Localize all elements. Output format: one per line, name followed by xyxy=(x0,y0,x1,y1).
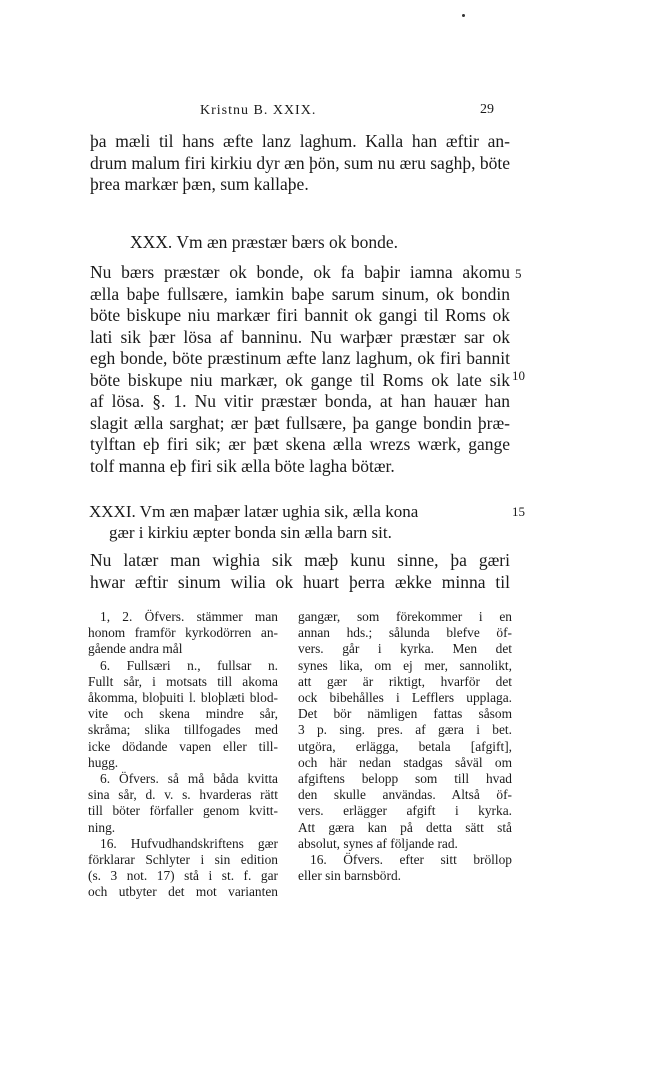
note-line: annan hds.; sålunda blefve öf- xyxy=(298,625,512,641)
text-line: Nu bærs præstær ok bonde, ok fa baþir iamna akomu xyxy=(90,262,510,282)
section-31-body xyxy=(90,550,510,593)
text-line: hwar æftir sinum wilia ok huart þerra ække minna til xyxy=(90,571,510,592)
text-line: þa mæli til hans æfte lanz laghum. Kalla han æftir an- xyxy=(90,131,510,151)
note-line: Det bör nämligen fattas såsom xyxy=(298,706,512,722)
note-line: 3 p. sing. pres. af gæra i bet. xyxy=(298,722,512,738)
text-line: böte biskupe niu markær firi bannit ok gangi til Roms ok xyxy=(90,305,510,325)
note-line: (s. 3 not. 17) stå i st. f. gar xyxy=(88,868,278,884)
note-line: vers. går i kyrka. Men det xyxy=(298,641,512,657)
note-line: hugg. xyxy=(88,754,119,770)
note-line: ning. xyxy=(88,819,116,835)
opening-paragraph xyxy=(90,131,510,196)
note-line: 16. Hufvudhandskriftens gær xyxy=(100,835,278,851)
text-line: þrea markær þæn, sum kallaþe. xyxy=(90,174,309,194)
note-line: sina sår, d. v. s. hvarderas rätt xyxy=(88,787,278,803)
text-line: egh bonde, böte præstinum æfte lanz laghum, ok firi bannit xyxy=(90,348,510,368)
note-line: absolut, synes af följande rad. xyxy=(298,835,458,851)
running-head: Kristnu B. XXIX. xyxy=(200,103,317,118)
note-line: utgöra, erlägga, betala [afgift], xyxy=(298,738,512,754)
note-line: till böter förfaller genom kvitt- xyxy=(88,803,278,819)
note-line: ock bibehålles i Lefflers upplaga. xyxy=(298,690,512,706)
note-line: vers. erlägger afgift i kyrka. xyxy=(298,803,512,819)
section-31-heading xyxy=(89,501,489,543)
text-line: tolf manna eþ firi sik ælla böte lagha bötær. xyxy=(90,455,395,476)
text-line: tylftan eþ firi sik; ær þæt skena ælla wrezs wærk, gange xyxy=(90,434,510,454)
text-line: slagit ælla sarghat; ær þæt fullsære, þa gange bondin þræ- xyxy=(90,412,510,433)
note-line: vite och skena mindre sår, xyxy=(88,706,278,722)
note-line: den skulle användas. Altså öf- xyxy=(298,787,512,803)
section-30-body xyxy=(90,262,510,477)
heading-line: XXXI. Vm æn maþær latær ughia sik, ælla kona xyxy=(89,502,419,521)
note-line: 6. Fullsæri n., fullsar n. xyxy=(100,657,278,673)
note-line: Fullt sår, i motsats till akoma xyxy=(88,673,278,689)
note-line: att gær är riktigt, hvarför det xyxy=(298,673,512,689)
section-30-heading: XXX. Vm æn præstær bærs ok bonde. xyxy=(130,232,399,252)
text-line: Nu latær man wighia sik mæþ kunu sinne, þa gæri xyxy=(90,550,510,570)
note-line: gangær, som förekommer i en xyxy=(298,609,512,624)
footnotes-right-column xyxy=(298,609,512,884)
note-line: eller sin barnsbörd. xyxy=(298,868,402,884)
note-line: honom framför kyrkodörren an- xyxy=(88,625,278,641)
text-line: af lösa. §. 1. Nu vitir præstær bonda, at han hauær han xyxy=(90,391,510,411)
note-line: icke dödande vapen eller till- xyxy=(88,738,278,754)
page-number: 29 xyxy=(480,102,494,117)
line-number-15: 15 xyxy=(512,504,525,519)
line-number-5: 5 xyxy=(515,266,522,281)
note-line: synes lika, om ej mer, sannolikt, xyxy=(298,657,512,673)
text-line: ælla baþe fullsære, iamkin baþe sarum sinum, ok bondin xyxy=(90,283,510,304)
note-line: gående andra mål xyxy=(88,641,183,657)
note-line: 16. Öfvers. efter sitt bröllop xyxy=(310,852,512,868)
footnotes-left-column xyxy=(88,609,278,901)
note-line: åkomma, bloþuiti l. bloþlæti blod- xyxy=(88,690,278,706)
text-line: drum malum firi kirkiu dyr æn þön, sum nu æru saghþ, böte xyxy=(90,152,510,173)
heading-line: gær i kirkiu æpter bonda sin ælla barn sit. xyxy=(109,523,392,542)
note-line: afgiftens belopp som till hvad xyxy=(298,771,512,787)
text-line: lati sik þær lösa af banninu. Nu warþær præstær sar ok xyxy=(90,326,510,347)
note-line: och utbyter det mot varianten xyxy=(88,884,278,900)
note-line: 6. Öfvers. så må båda kvitta xyxy=(100,771,278,787)
note-line: skråma; slika tillfogades med xyxy=(88,722,278,738)
note-line: 1, 2. Öfvers. stämmer man xyxy=(100,609,278,624)
note-line: förklarar Schlyter i sin edition xyxy=(88,852,278,868)
note-line: och här nedan stadgas såväl om xyxy=(298,754,512,770)
note-line: Att gæra kan på detta sätt stå xyxy=(298,819,512,835)
text-line: böte biskupe niu markær, ok gange til Roms ok late sik xyxy=(90,369,510,390)
ink-speck xyxy=(462,14,465,17)
line-number-10: 10 xyxy=(512,368,525,383)
